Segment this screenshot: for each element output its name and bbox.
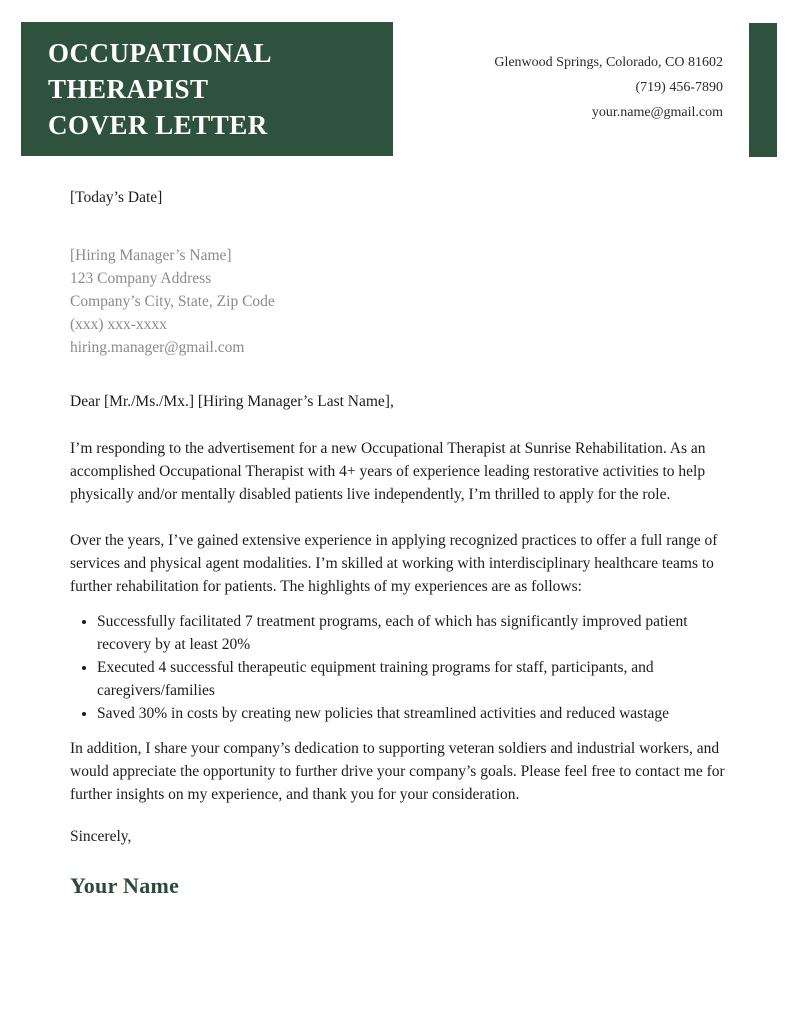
recipient-phone: (xxx) xxx-xxxx (70, 316, 167, 333)
highlights-list (70, 610, 732, 725)
header-title-line: COVER LETTER (48, 110, 268, 140)
recipient-block (70, 244, 732, 359)
header-title-block (21, 22, 393, 156)
contact-info-block (494, 50, 723, 125)
recipient-name: [Hiring Manager’s Name] (70, 247, 232, 264)
header-accent-bar (749, 23, 777, 157)
salutation: Dear [Mr./Ms./Mx.] [Hiring Manager’s Last Name], (70, 393, 394, 410)
recipient-email: hiring.manager@gmail.com (70, 339, 245, 356)
signature-name: Your Name (70, 873, 180, 898)
recipient-address: 123 Company Address (70, 270, 212, 287)
date-placeholder: [Today’s Date] (70, 189, 163, 206)
intro-paragraph: I’m responding to the advertisement for a new Occupational Therapist at Sunrise Rehabilitation. As an accomplished Occupational Therapist with 4+ years of experience leading restorative activities to help physically and/or mentally disabled patients live independently, I’m thrilled to apply for the role. (70, 440, 706, 503)
highlight-bullet: • Executed 4 successful therapeutic equipment training programs for staff, participants, and caregivers/families (97, 656, 732, 702)
contact-location: Glenwood Springs, Colorado, CO 81602 (494, 55, 723, 70)
experience-paragraph: Over the years, I’ve gained extensive experience in applying recognized practices to offer a full range of services and physical agent modalities. I’m skilled at working with interdisciplinary healthcare teams to further rehabilitation for patients. The highlights of my experiences are as follows: (70, 532, 718, 595)
contact-email: your.name@gmail.com (591, 105, 723, 120)
sign-off: Sincerely, (70, 828, 132, 845)
highlight-bullet: • Saved 30% in costs by creating new policies that streamlined activities and reduced wastage (97, 702, 732, 725)
highlight-bullet: • Successfully facilitated 7 treatment programs, each of which has significantly improved patient recovery by at least 20% (97, 610, 732, 656)
recipient-city-state-zip: Company’s City, State, Zip Code (70, 293, 275, 310)
header-title-line: OCCUPATIONAL (48, 38, 273, 68)
closing-paragraph: In addition, I share your company’s dedication to supporting veteran soldiers and industrial workers, and would appreciate the opportunity to further drive your company’s goals. Please feel free to contact me for further insights on my experience, and thank you for your consideration. (70, 740, 725, 803)
letter-body (70, 186, 732, 900)
contact-phone: (719) 456-7890 (635, 80, 723, 95)
header-title-line: THERAPIST (48, 74, 209, 104)
